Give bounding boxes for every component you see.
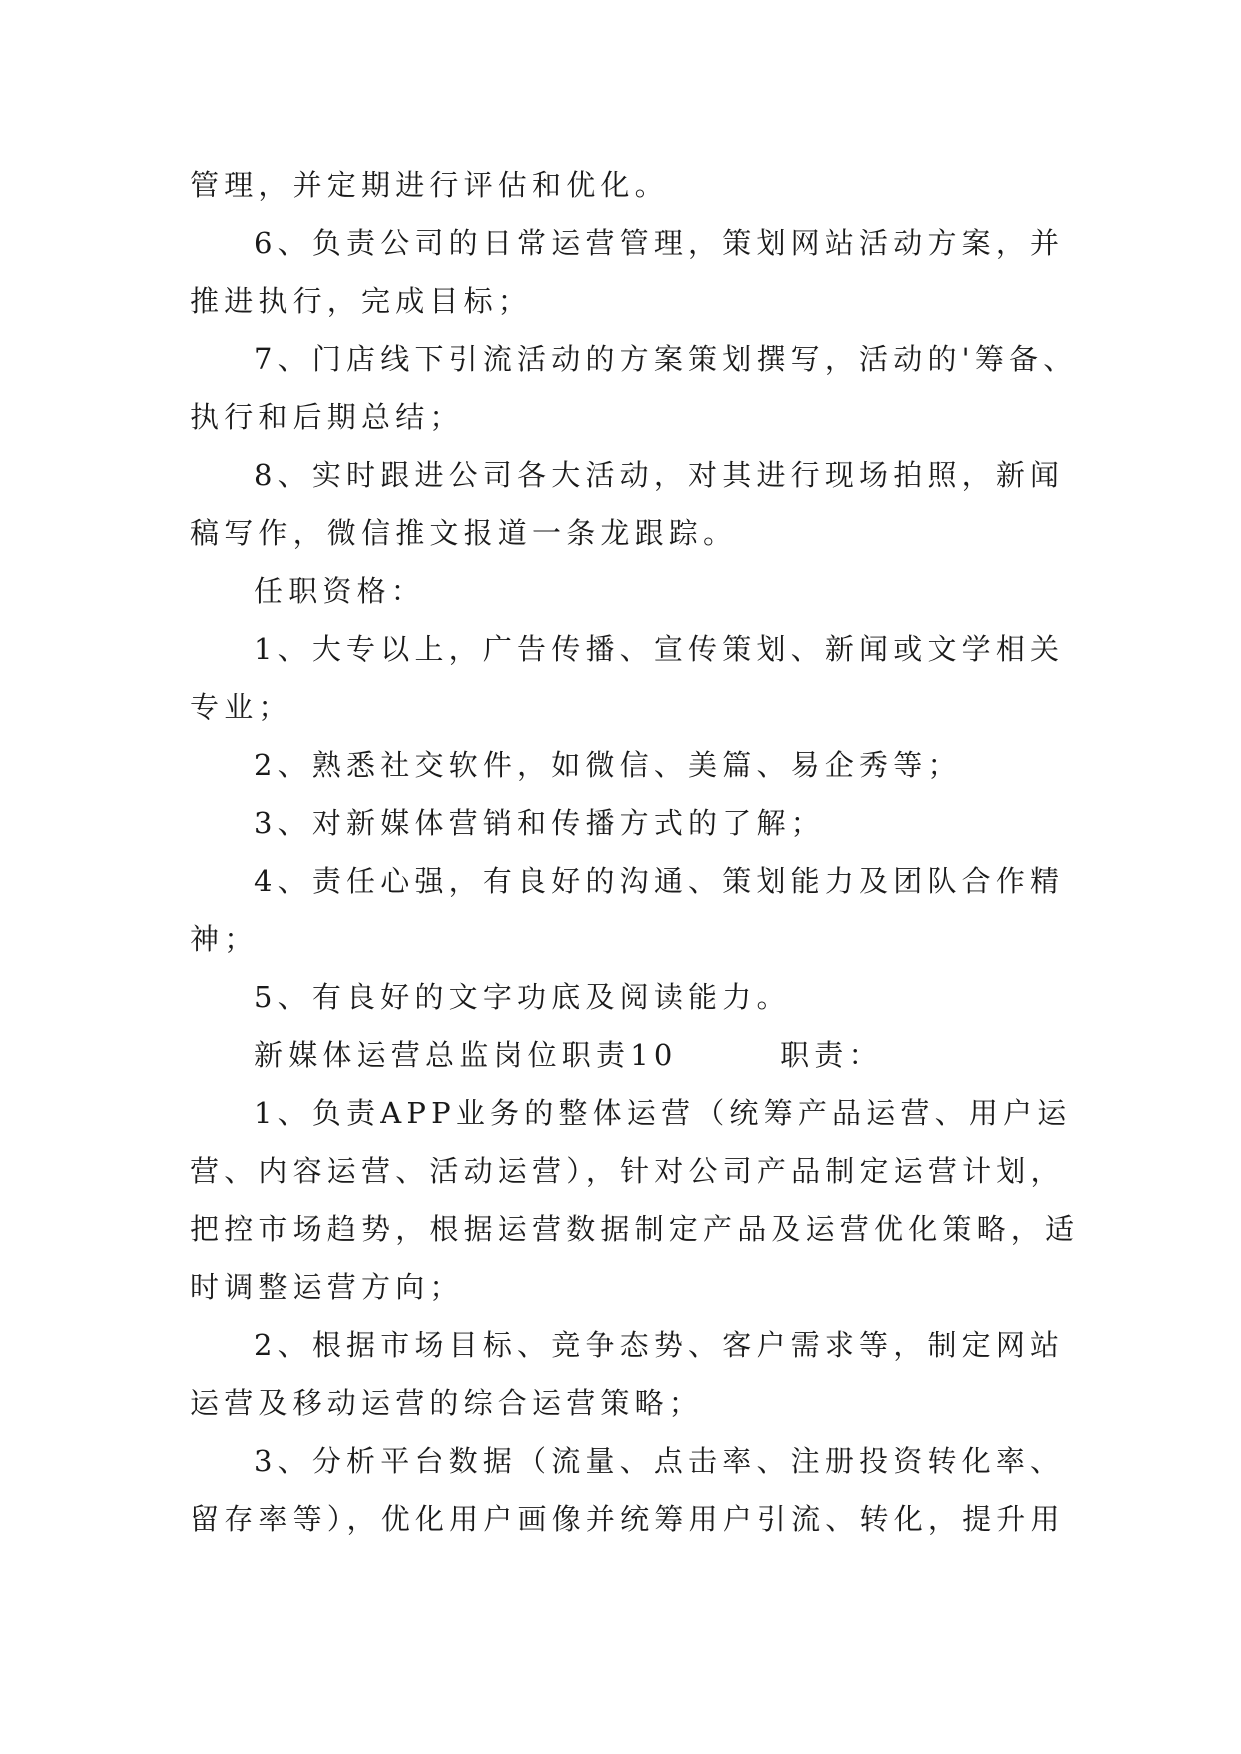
- text-line: 5、有良好的文字功底及阅读能力。: [254, 980, 791, 1014]
- text-line: 留存率等），优化用户画像并统筹用户引流、转化，提升用: [190, 1502, 1065, 1536]
- text-line: 8、实时跟进公司各大活动，对其进行现场拍照，新闻: [254, 458, 1065, 492]
- text-line: 2、根据市场目标、竞争态势、客户需求等，制定网站: [254, 1328, 1065, 1362]
- text-line: 推进执行，完成目标；: [190, 284, 533, 318]
- text-line: 时调整运营方向；: [190, 1270, 464, 1304]
- text-line: 3、对新媒体营销和传播方式的了解；: [254, 806, 825, 840]
- text-line: 7、门店线下引流活动的方案策划撰写，活动的'筹备、: [254, 342, 1078, 376]
- text-line: 神；: [190, 922, 259, 956]
- text-line: 把控市场趋势，根据运营数据制定产品及运营优化策略，适: [190, 1212, 1080, 1246]
- text-line: 1、负责APP业务的整体运营（统筹产品运营、用户运: [254, 1096, 1072, 1130]
- text-line: 执行和后期总结；: [190, 400, 464, 434]
- text-line: 营、内容运营、活动运营），针对公司产品制定运营计划，: [190, 1154, 1065, 1188]
- text-line: 专业；: [190, 690, 293, 724]
- text-line: 2、熟悉社交软件，如微信、美篇、易企秀等；: [254, 748, 962, 782]
- section-heading: 新媒体运营总监岗位职责10 职责：: [254, 1038, 883, 1072]
- text-line: 管理，并定期进行评估和优化。: [190, 168, 669, 202]
- section-heading: 任职资格：: [254, 574, 426, 608]
- text-line: 稿写作，微信推文报道一条龙跟踪。: [190, 516, 738, 550]
- text-line: 3、分析平台数据（流量、点击率、注册投资转化率、: [254, 1444, 1065, 1478]
- text-line: 1、大专以上，广告传播、宣传策划、新闻或文学相关: [254, 632, 1065, 666]
- text-line: 4、责任心强，有良好的沟通、策划能力及团队合作精: [254, 864, 1065, 898]
- text-line: 运营及移动运营的综合运营策略；: [190, 1386, 704, 1420]
- text-line: 6、负责公司的日常运营管理，策划网站活动方案，并: [254, 226, 1065, 260]
